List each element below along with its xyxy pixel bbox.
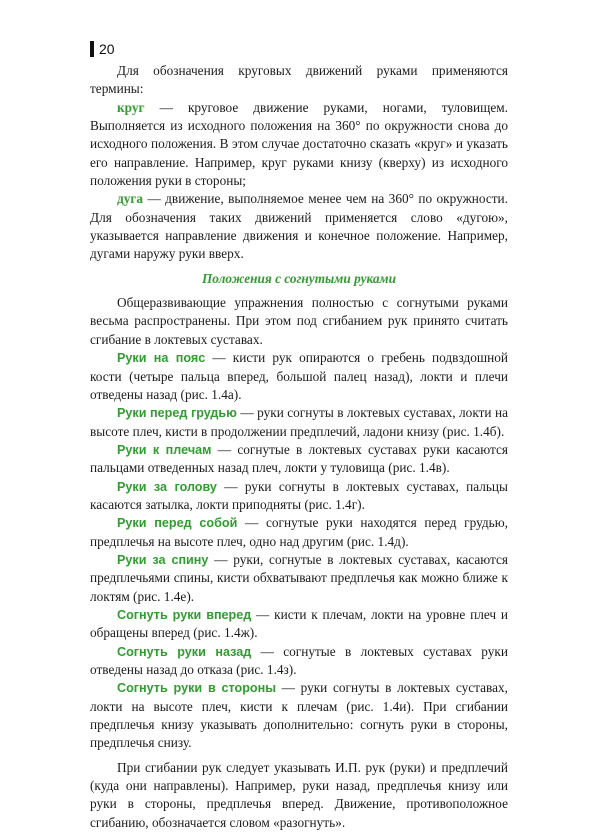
definition-term: круг bbox=[117, 99, 145, 115]
position-term: Согнуть руки в стороны bbox=[117, 681, 276, 696]
page-body bbox=[90, 62, 508, 832]
position-text: — согнутые руки находятся перед грудью, предплечья на высоте плеч, одно над другим (рис. 1.4д). bbox=[90, 515, 508, 549]
position-term: Руки за спину bbox=[117, 552, 209, 567]
position-term: Руки перед собой bbox=[117, 516, 238, 531]
intro-paragraph: Для обозначения круговых движений руками применяются термины: bbox=[90, 63, 508, 97]
position-text: — руки, согнутые в локтевых суставах, касаются предплечьями спины, кисти обхватывают предплечья как можно ближе к локтям (рис. 1.4е). bbox=[90, 551, 508, 604]
position-term: Руки перед грудью bbox=[117, 406, 237, 421]
position-item bbox=[90, 404, 508, 441]
definition-text: — круговое движение руками, ногами, туловищем. Выполняется из исходного положения на 360° по окружности снова до исходного положения. В этом случае достаточно сказать «круг» и указать его направление. Например, круг руками книзу (кверху) из исходного положения руки в стороны; bbox=[90, 99, 508, 189]
closing-paragraph: При сгибании рук следует указывать И.П. рук (руки) и предплечий (куда они направлены). Например, руки назад, предплечья книзу или руки в стороны, предплечья вперед. Движение, противоположное сгибанию, обозначается словом «разогнуть». bbox=[90, 759, 508, 830]
position-item bbox=[90, 514, 508, 551]
definition-term: дуга bbox=[117, 191, 144, 207]
position-text: — согнутые в локтевых суставах руки касаются пальцами отведенных назад плеч, локти у туловища (рис. 1.4в). bbox=[90, 441, 509, 476]
position-text: — руки согнуты в локтевых суставах, пальцы касаются затылка, локти приподняты (рис. 1.4г). bbox=[90, 478, 508, 512]
page-number-bar bbox=[90, 41, 94, 57]
position-text: — кисти рук опираются о гребень подвздошной кости (четыре пальца вперед, большой палец назад), локти и плечи отведены назад (рис. 1.4а). bbox=[90, 350, 509, 402]
position-term: Согнуть руки назад bbox=[117, 644, 252, 659]
position-item bbox=[90, 349, 508, 404]
position-term: Согнуть руки вперед bbox=[117, 607, 252, 622]
position-term: Руки за голову bbox=[117, 479, 217, 494]
position-item bbox=[90, 441, 508, 478]
section-intro: Общеразвивающие упражнения полностью с согнутыми руками весьма распространены. При этом под сгибанием рук принято считать сгибание в локтевых суставах. bbox=[90, 295, 508, 347]
position-text: — руки согнуты в локтевых суставах, локти на высоте плеч, кисти в продолжении предплечий, ладони книзу (рис. 1.4б). bbox=[90, 405, 509, 439]
definition-text: — движение, выполняемое менее чем на 360° по окружности. Для обозначения таких движений применяется слово «дугою», указывается направление движения и конечное положение. Например, дугами наружу руки вверх. bbox=[90, 191, 508, 262]
definition-krug bbox=[90, 99, 508, 191]
position-text: — кисти к плечам, локти на уровне плеч и обращены вперед (рис. 1.4ж). bbox=[90, 606, 509, 641]
position-term: Руки на пояс bbox=[117, 351, 206, 366]
position-item bbox=[90, 679, 508, 752]
page-number-block bbox=[90, 40, 115, 58]
position-item bbox=[90, 643, 508, 680]
position-item bbox=[90, 606, 508, 643]
position-term: Руки к плечам bbox=[117, 442, 212, 457]
position-item bbox=[90, 551, 508, 606]
page-number: 20 bbox=[99, 41, 115, 57]
definition-duga bbox=[90, 190, 508, 263]
position-text: — согнутые в локтевых суставах руки отведены назад до отказа (рис. 1.4з). bbox=[90, 643, 508, 677]
position-text: — руки согнуты в локтевых суставах, локти на высоте плеч, кисти к плечам (рис. 1.4и). При сгибании предплечья книзу указывать дополнительно: согнуть руки в стороны, предплечья снизу. bbox=[90, 680, 508, 751]
position-item bbox=[90, 478, 508, 515]
section-heading: Положения с согнутыми руками bbox=[201, 270, 397, 286]
